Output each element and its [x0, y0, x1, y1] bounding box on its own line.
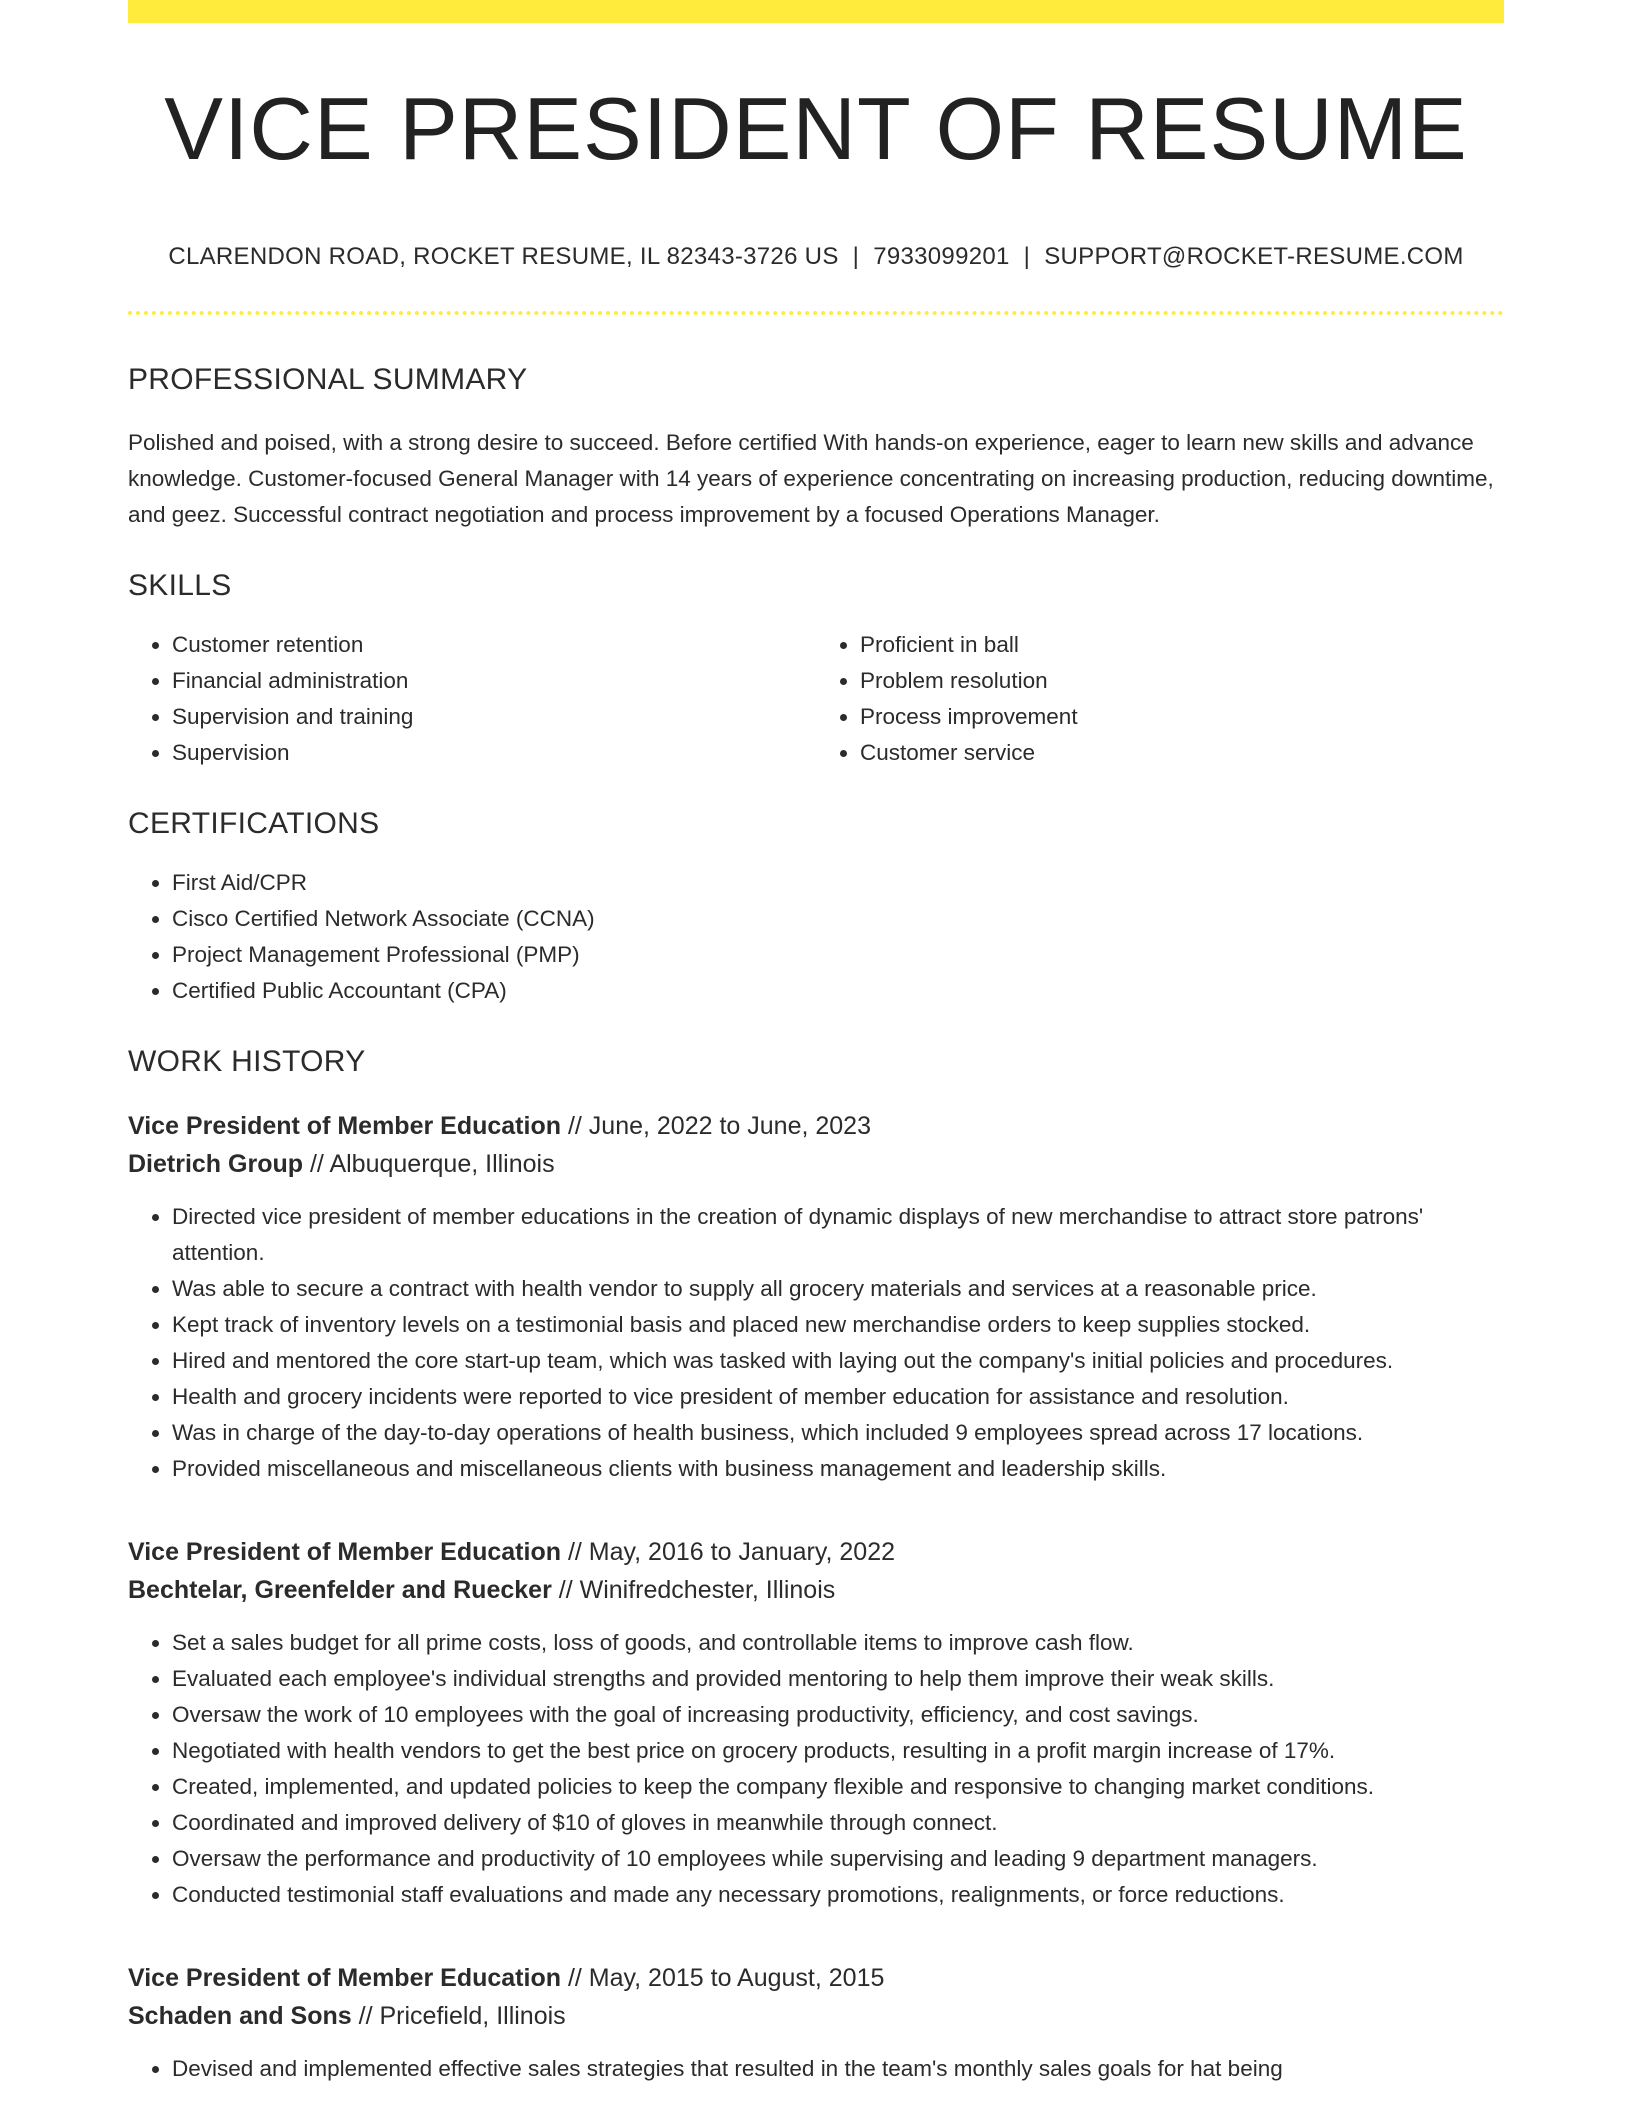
job-separator: // [358, 2002, 373, 2030]
work-history-heading: WORK HISTORY [128, 1045, 366, 1078]
skills-list-right [816, 627, 1504, 771]
job-dates: May, 2015 to August, 2015 [588, 1964, 885, 1992]
certification-item: • Certified Public Accountant (CPA) [172, 973, 1504, 1009]
contact-separator: | [852, 243, 860, 270]
skill-item: • Supervision [172, 735, 816, 771]
skills-grid [128, 627, 1504, 771]
certifications-list [128, 865, 1504, 1009]
summary-heading: PROFESSIONAL SUMMARY [128, 363, 528, 396]
job-bullet: • Coordinated and improved delivery of $10 of gloves in meanwhile through connect. [172, 1805, 1504, 1841]
job-bullet: • Evaluated each employee's individual strengths and provided mentoring to help them improve their weak skills. [172, 1661, 1504, 1697]
job-company-line [128, 1997, 1504, 2035]
job-bullet: • Directed vice president of member educations in the creation of dynamic displays of new merchandise to attract store patrons' attention. [172, 1199, 1504, 1271]
job-title: Vice President of Member Education [128, 1112, 561, 1140]
certification-item: • Project Management Professional (PMP) [172, 937, 1504, 973]
job-bullets [128, 1625, 1504, 1913]
job-bullet: • Was in charge of the day-to-day operations of health business, which included 9 employees spread across 17 locations. [172, 1415, 1504, 1451]
job-company: Bechtelar, Greenfelder and Ruecker [128, 1576, 552, 1604]
job-bullet: • Kept track of inventory levels on a testimonial basis and placed new merchandise orders to keep supplies stocked. [172, 1307, 1504, 1343]
job-bullet: • Hired and mentored the core start-up team, which was tasked with laying out the company's initial policies and procedures. [172, 1343, 1504, 1379]
job-dates: May, 2016 to January, 2022 [588, 1538, 896, 1566]
certifications-heading: CERTIFICATIONS [128, 807, 380, 840]
job-bullet: • Set a sales budget for all prime costs, loss of goods, and controllable items to improve cash flow. [172, 1625, 1504, 1661]
job-bullet: • Conducted testimonial staff evaluations and made any necessary promotions, realignments, or force reductions. [172, 1877, 1504, 1913]
certification-item: • Cisco Certified Network Associate (CCNA) [172, 901, 1504, 937]
job-title: Vice President of Member Education [128, 1964, 561, 1992]
job-separator: // [567, 1538, 582, 1566]
skill-item: • Problem resolution [860, 663, 1504, 699]
job-bullets [128, 2051, 1504, 2087]
job-separator: // [567, 1964, 582, 1992]
job-company-line [128, 1145, 1504, 1183]
certification-item: • First Aid/CPR [172, 865, 1504, 901]
job-separator: // [309, 1150, 324, 1178]
summary-text: Polished and poised, with a strong desire to succeed. Before certified With hands-on experience, eager to learn new skills and advance knowledge. Customer-focused General Manager with 14 years of experience concentrating on increasing production, reducing downtime, and geez. Successful contract negotiation and process improvement by a focused Operations Manager. [128, 430, 1494, 527]
contact-separator: | [1023, 243, 1031, 270]
job-bullet: • Health and grocery incidents were reported to vice president of member education for assistance and resolution. [172, 1379, 1504, 1415]
job-bullet: • Negotiated with health vendors to get the best price on grocery products, resulting in a profit margin increase of 17%. [172, 1733, 1504, 1769]
job-company: Dietrich Group [128, 1150, 304, 1178]
job-company: Schaden and Sons [128, 2002, 352, 2030]
skill-item: • Proficient in ball [860, 627, 1504, 663]
job-location: Pricefield, Illinois [379, 2002, 566, 2030]
dotted-divider [128, 311, 1504, 315]
job-bullet: • Provided miscellaneous and miscellaneous clients with business management and leadership skills. [172, 1451, 1504, 1487]
skill-item: • Supervision and training [172, 699, 816, 735]
job-title-line [128, 1959, 1504, 1997]
job-location: Albuquerque, Illinois [329, 1150, 555, 1178]
skill-item: • Process improvement [860, 699, 1504, 735]
job-bullet: • Oversaw the performance and productivity of 10 employees while supervising and leading 9 department managers. [172, 1841, 1504, 1877]
resume-page [128, 0, 1504, 2087]
skill-item: • Customer retention [172, 627, 816, 663]
job-title: Vice President of Member Education [128, 1538, 561, 1566]
job-dates: June, 2022 to June, 2023 [588, 1112, 871, 1140]
job-bullet: • Oversaw the work of 10 employees with the goal of increasing productivity, efficiency, and cost savings. [172, 1697, 1504, 1733]
job-bullet: • Was able to secure a contract with health vendor to supply all grocery materials and services at a reasonable price. [172, 1271, 1504, 1307]
contact-line [128, 243, 1504, 271]
contact-email[interactable]: SUPPORT@ROCKET-RESUME.COM [1044, 243, 1464, 270]
job-entry [128, 1107, 1504, 1487]
skills-heading: SKILLS [128, 569, 232, 602]
job-title-line [128, 1533, 1504, 1571]
skill-item: • Financial administration [172, 663, 816, 699]
skills-list-left [128, 627, 816, 771]
contact-address: CLARENDON ROAD, ROCKET RESUME, IL 82343-3726 US [168, 243, 839, 270]
job-bullet: • Created, implemented, and updated policies to keep the company flexible and responsive to changing market conditions. [172, 1769, 1504, 1805]
contact-phone[interactable]: 7933099201 [873, 243, 1010, 270]
job-separator: // [558, 1576, 573, 1604]
skill-item: • Customer service [860, 735, 1504, 771]
job-title-line [128, 1107, 1504, 1145]
job-bullets [128, 1199, 1504, 1487]
job-company-line [128, 1571, 1504, 1609]
resume-name: VICE PRESIDENT OF RESUME [164, 79, 1468, 178]
job-bullet: • Devised and implemented effective sales strategies that resulted in the team's monthly sales goals for hat being [172, 2051, 1504, 2087]
job-entry [128, 1533, 1504, 1913]
job-entry [128, 1959, 1504, 2087]
job-separator: // [567, 1112, 582, 1140]
accent-top-bar [128, 0, 1504, 23]
job-location: Winifredchester, Illinois [579, 1576, 836, 1604]
